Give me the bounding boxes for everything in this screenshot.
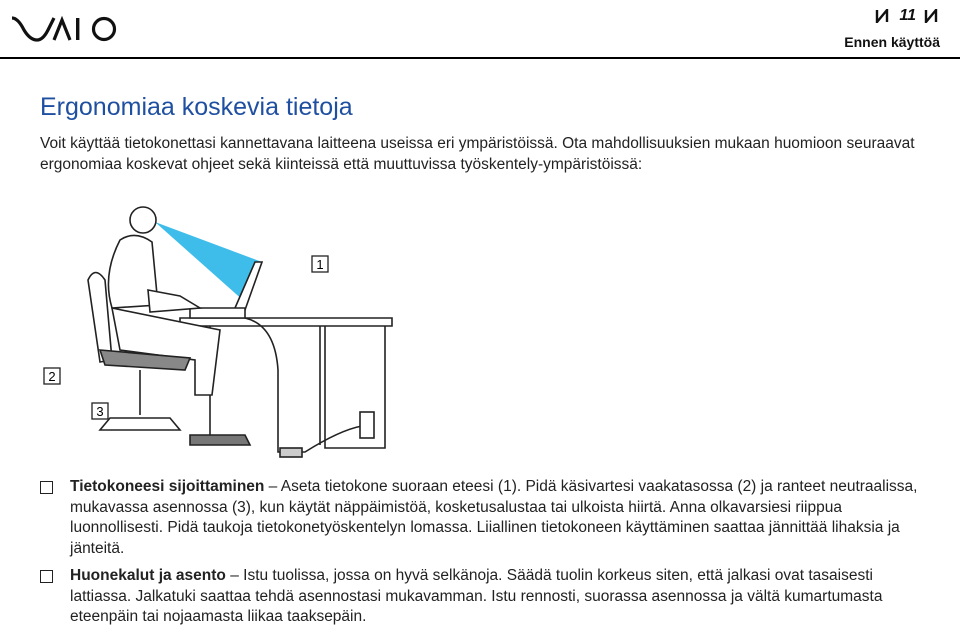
page-title: Ergonomiaa koskevia tietoja <box>40 93 353 121</box>
page-number: 11 <box>899 7 916 24</box>
item-dash: – <box>264 478 281 495</box>
figure-label-2 <box>44 368 60 384</box>
vaio-logo <box>10 12 125 44</box>
svg-text:1: 1 <box>316 257 324 272</box>
intro-text: Voit käyttää tietokonettasi kannettavana laitteena useissa eri ympäristöissä. Ota mahdollisuuksien mukaan huomioon seuraavat ergonomiaa koskevat ohjeet sekä kiinteissä että muuttuvissa työskentely-ympäristöissä: <box>40 135 915 173</box>
header-divider <box>0 57 960 59</box>
page-navigation <box>844 6 940 26</box>
ergonomics-illustration <box>40 190 440 460</box>
figure-label-3 <box>92 403 108 419</box>
item-text: Aseta tietokone suoraan eteesi (1). Pidä käsivartesi vaakatasossa (2) ja ranteet neutraalissa, mukavassa asennossa (3), kun käytät näppäimistöä, kosketusalustaa tai ulkoista hiirtä. Anna olkavarsiesi riippua luonnollisesti. Pidä taukoja tietokonetyöskentelyn lomassa. Liiallinen tietokoneen käyttäminen saattaa jännittää lihaksia ja jänteitä. <box>70 478 918 557</box>
ergonomics-list <box>40 477 920 635</box>
figure-label-1 <box>312 256 328 272</box>
item-dash: – <box>225 567 244 584</box>
arrow-left-icon[interactable] <box>875 9 895 23</box>
power-cable <box>245 318 374 457</box>
svg-text:2: 2 <box>48 369 56 384</box>
header-nav <box>844 6 940 50</box>
section-title: Ennen käyttöä <box>844 34 940 50</box>
svg-text:3: 3 <box>96 404 104 419</box>
item-term: Huonekalut ja asento <box>70 567 226 584</box>
item-text: Istu tuolissa, jossa on hyvä selkänoja. Säädä tuolin korkeus siten, että jalkasi ovat tasaisesti lattiassa. Jalkatuki saattaa tehdä asennostasi mukavamman. Istu rennosti, suorassa asennossa ja vältä kumartumasta eteenpäin tai nojaamasta liikaa taaksepäin. <box>70 567 883 625</box>
item-term: Tietokoneesi sijoittaminen <box>70 478 265 495</box>
list-item <box>40 566 920 628</box>
checkbox-icon <box>40 481 53 494</box>
checkbox-icon <box>40 570 53 583</box>
arrow-right-icon[interactable] <box>920 9 940 23</box>
list-item <box>40 477 920 559</box>
